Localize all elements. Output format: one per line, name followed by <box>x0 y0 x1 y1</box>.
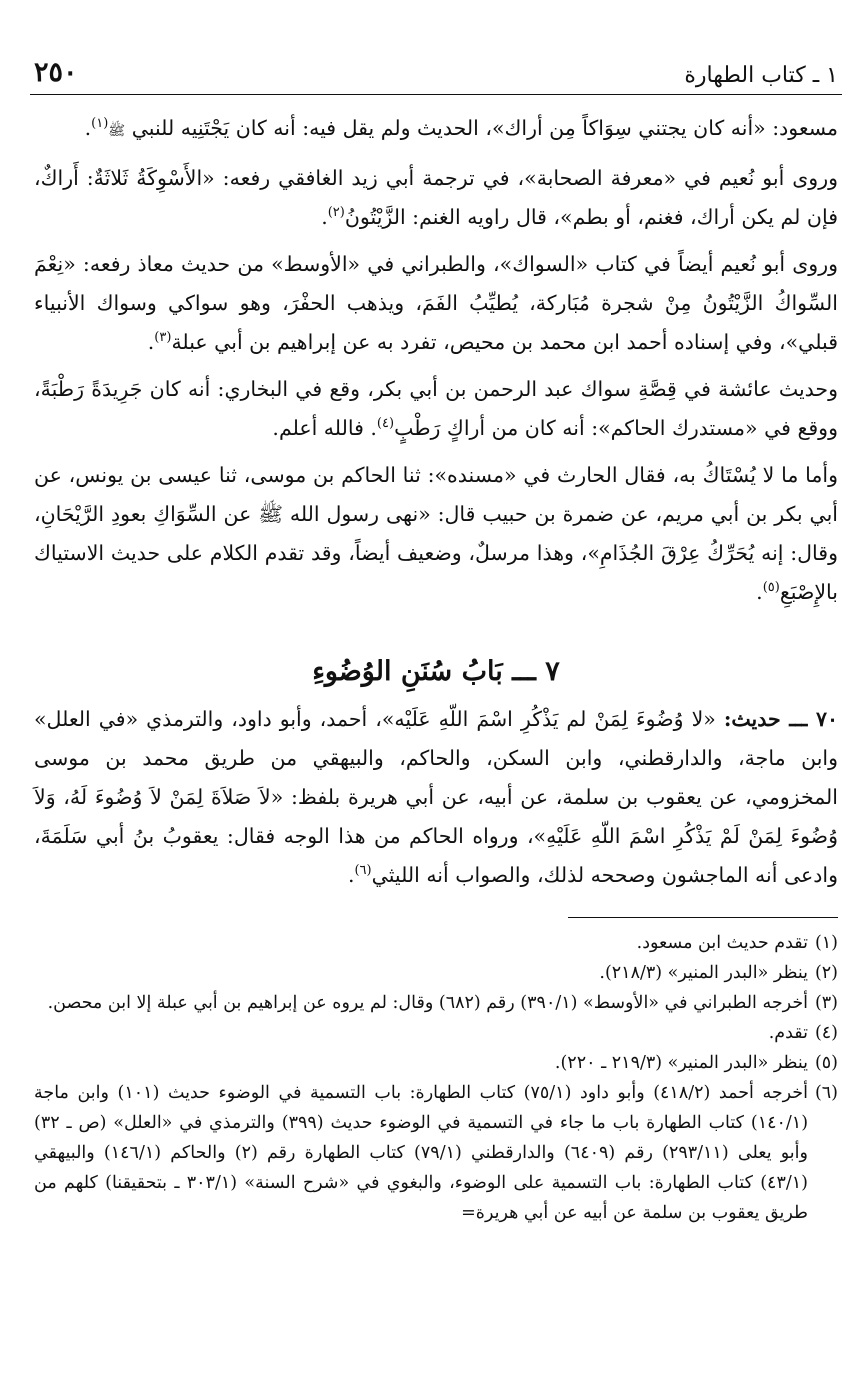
footnote-ref: (٣) <box>154 330 172 346</box>
footnote <box>34 1018 838 1048</box>
running-head-chapter: ١ ـ كتاب الطهارة <box>684 63 838 88</box>
footnote-divider <box>568 917 838 918</box>
footnote-text: تقدم. <box>768 1023 808 1043</box>
footnote-number: (٣) <box>814 993 838 1013</box>
main-text <box>30 109 842 1228</box>
footnote <box>34 1048 838 1078</box>
footnote-number: (١) <box>814 933 838 953</box>
paragraph-text: مسعود: «أنه كان يجتني سِوَاكاً مِن أراك»، الحديث ولم يقل فيه: أنه كان يَجْتَنِيه للنبي <box>131 116 838 140</box>
paragraph-text: وروى أبو نُعيم في «معرفة الصحابة»، في ترجمة أبي زيد الغافقي رفعه: «الأَسْوِكَةُ ثَلاثَةٌ: أَراكٌ، فإن لم يكن أراك، فغنم، أو بطم»، قال راويه الغنم: الزَّيْتُونُ <box>34 166 838 229</box>
footnote-text: ينظر «البدر المنير» (٢١٩/٣ ـ ٢٢٠). <box>554 1053 808 1073</box>
paragraph-tail: . فالله أعلم. <box>272 416 377 440</box>
footnote-text: أخرجه الطبراني في «الأوسط» (٣٩٠/١) رقم (٦٨٢) وقال: لم يروه عن إبراهيم بن أبي عبلة إلا ابن محصن. <box>47 993 808 1013</box>
paragraph-text: وروى أبو نُعيم أيضاً في كتاب «السواك»، والطبراني في «الأوسط» من حديث معاذ رفعه: «نِعْمَ السِّواكُ الزَّيْتُونُ مِنْ شجرة مُبَاركة، يُطيِّبُ الفَمَ، ويذهب الحفْرَ، وهو سواكي وسواك الأنبياء قبلي»، وفي إسناده أحمد ابن محمد بن محيص، تفرد به عن إبراهيم بن أبي عبلة <box>34 252 838 354</box>
footnote-number: (٥) <box>814 1053 838 1073</box>
footnote-ref: (١) <box>91 116 109 132</box>
paragraph <box>34 456 838 612</box>
paragraph-text: وأما ما لا يُسْتَاكُ به، فقال الحارث في «مسنده»: ثنا الحاكم بن موسى، ثنا عيسى بن يونس، عن أبي بكر بن أبي مريم، عن ضمرة بن حبيب قال: «نهى رسول الله ﷺ عن السِّوَاكِ بعودِ الرَّيْحَانِ، وقال: إنه يُحَرِّكُ عِرْقَ الجُذَامِ»، وهذا مرسلٌ، وضعيف أيضاً، وقد تقدم الكلام على حديث الاستياك بالإِصْبَعِ <box>34 463 838 604</box>
footnote-text: تقدم حديث ابن مسعود. <box>636 933 808 953</box>
footnote <box>34 1078 838 1228</box>
page-number: ٢٥٠ <box>34 57 78 88</box>
paragraph <box>34 245 838 362</box>
hadith-number: ٧٠ ـــ حديث: <box>723 707 838 731</box>
paragraph-text: وحديث عائشة في قِصَّةِ سواك عبد الرحمن بن أبي بكر، وقع في البخاري: أنه كان جَرِيدَةً رَطْبَةً، ووقع في «مستدرك الحاكم»: أنه كان من أراكٍ رَطْبٍ <box>34 377 838 440</box>
paragraph-tail: . <box>84 116 92 140</box>
footnote-text: أخرجه أحمد (٤١٨/٢) وأبو داود (٧٥/١) كتاب الطهارة: باب التسمية في الوضوء حديث (١٠١) وابن ماجة (١٤٠/١) كتاب الطهارة باب ما جاء في التسمية في الوضوء حديث (٣٩٩) والترمذي في «العلل» (ص ـ ٣٢) وأبو يعلى (٢٩٣/١١) رقم (٦٤٠٩) والدارقطني (٧٩/١) كتاب الطهارة رقم (٢) والحاكم (١٤٦/١) والبيهقي (٤٣/١) كتاب الطهارة: باب التسمية على الوضوء، والبغوي في «شرح السنة» (٣٠٣/١ ـ بتحقيقنا) كلهم من طريق يعقوب بن سلمة عن أبيه عن أبي هريرة= <box>34 1083 809 1223</box>
footnote-ref: (٦) <box>354 863 372 879</box>
footnote <box>34 958 838 988</box>
footnote-ref: (٤) <box>376 416 395 432</box>
footnote-text: ينظر «البدر المنير» (٢١٨/٣). <box>599 963 808 983</box>
hadith-paragraph <box>34 700 838 895</box>
paragraph <box>34 370 838 448</box>
salla-glyph: ﷺ <box>108 123 126 139</box>
footnote-number: (٤) <box>814 1023 838 1043</box>
paragraph-tail: . <box>347 863 355 887</box>
footnote-ref: (٢) <box>327 205 345 221</box>
paragraph-tail: . <box>147 330 155 354</box>
paragraph <box>34 109 838 151</box>
footnote-ref: (٥) <box>762 580 780 596</box>
page-header <box>30 40 842 95</box>
footnotes <box>34 928 838 1228</box>
section-title: ٧ ـــ بَابُ سُنَنِ الوُضُوءِ <box>312 656 560 687</box>
paragraph-tail: . <box>321 205 328 229</box>
footnote <box>34 928 838 958</box>
footnote-number: (٦) <box>814 1083 838 1103</box>
footnote-number: (٢) <box>814 963 838 983</box>
paragraph <box>34 159 838 237</box>
paragraph-tail: . <box>756 580 763 604</box>
hadith-text: «لا وُضُوءَ لِمَنْ لم يَذْكُرِ اسْمَ اللّهِ عَلَيْه»، أحمد، وأبو داود، والترمذي «في العلل» وابن ماجة، والدارقطني، وابن السكن، والحاكم، والبيهقي من طريق محمد بن موسى المخزومي، عن يعقوب بن سلمة، عن أبيه، عن أبي هريرة بلفظ: «لاَ صَلاَةَ لِمَنْ لاَ وُضُوءَ لَهُ، وَلاَ وُضُوءَ لِمَنْ لَمْ يَذْكُرِ اسْمَ اللّهِ عَلَيْهِ»، ورواه الحاكم من هذا الوجه فقال: يعقوبُ بنُ أبي سَلَمَةَ، وادعى أنه الماجشون وصححه لذلك، والصواب أنه الليثي <box>34 707 838 887</box>
book-page <box>30 40 842 1228</box>
footnote <box>34 988 838 1018</box>
